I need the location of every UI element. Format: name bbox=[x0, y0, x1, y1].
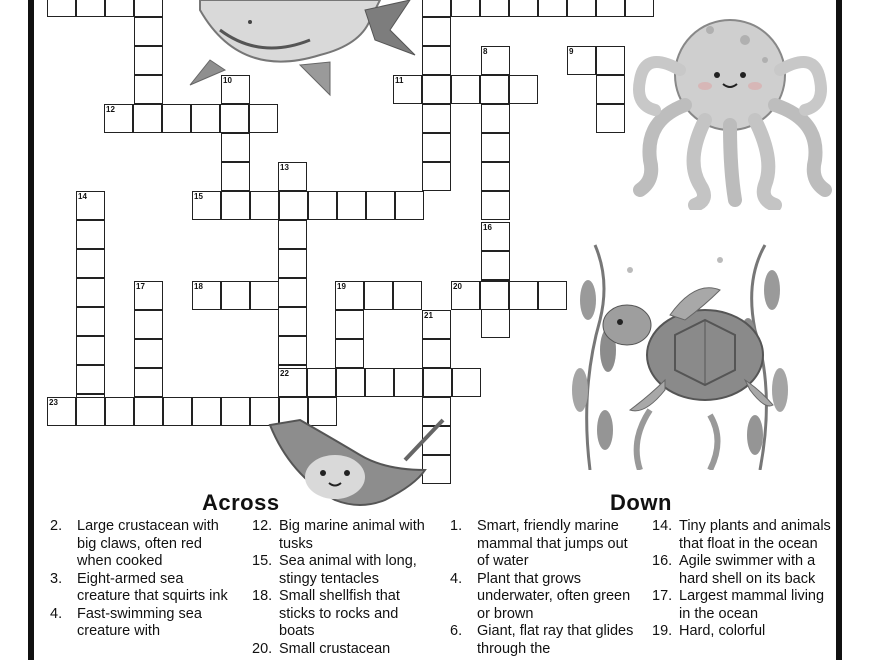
grid-cell[interactable] bbox=[451, 75, 480, 104]
grid-cell[interactable] bbox=[250, 281, 279, 310]
grid-cell[interactable] bbox=[249, 104, 278, 133]
grid-cell[interactable] bbox=[134, 17, 163, 46]
clue-text: Small crustacean bbox=[279, 640, 391, 657]
grid-number: 18 bbox=[194, 282, 203, 291]
grid-cell[interactable] bbox=[335, 339, 364, 368]
grid-cell[interactable] bbox=[134, 368, 163, 397]
grid-cell[interactable] bbox=[221, 191, 250, 220]
grid-cell[interactable] bbox=[76, 365, 105, 394]
grid-number: 15 bbox=[194, 192, 203, 201]
clue-number: 16. bbox=[652, 553, 673, 569]
grid-cell[interactable] bbox=[480, 281, 509, 310]
grid-cell[interactable] bbox=[422, 162, 451, 191]
grid-cell[interactable] bbox=[134, 310, 163, 339]
grid-cell[interactable] bbox=[278, 249, 307, 278]
grid-cell[interactable] bbox=[393, 281, 422, 310]
clue-text: Tiny plants and animals that float in the ocean bbox=[679, 518, 831, 552]
grid-cell[interactable] bbox=[364, 281, 393, 310]
grid-cell[interactable] bbox=[133, 104, 162, 133]
octopus-illustration bbox=[625, 10, 835, 210]
clue-number: 14. bbox=[652, 518, 673, 534]
clue-item bbox=[50, 518, 235, 571]
grid-cell[interactable] bbox=[47, 0, 76, 17]
grid-cell[interactable] bbox=[134, 339, 163, 368]
clue-item bbox=[252, 588, 437, 641]
grid-number: 20 bbox=[453, 282, 462, 291]
grid-cell[interactable] bbox=[307, 368, 336, 397]
clue-item bbox=[652, 623, 832, 641]
grid-cell[interactable] bbox=[134, 397, 163, 426]
grid-cell[interactable] bbox=[422, 104, 451, 133]
grid-cell[interactable] bbox=[134, 46, 163, 75]
grid-cell[interactable] bbox=[278, 278, 307, 307]
grid-number: 10 bbox=[223, 76, 232, 85]
sea-turtle-illustration bbox=[595, 280, 775, 420]
grid-number: 17 bbox=[136, 282, 145, 291]
down-clues-column-2 bbox=[652, 518, 832, 641]
clue-text: Sea animal with long, stingy tentacles bbox=[279, 553, 417, 587]
clue-text: Smart, friendly marine mammal that jumps out of water bbox=[477, 518, 628, 569]
grid-cell[interactable] bbox=[221, 162, 250, 191]
grid-cell[interactable] bbox=[76, 397, 105, 426]
grid-cell[interactable] bbox=[308, 191, 337, 220]
clue-number: 1. bbox=[450, 518, 463, 534]
grid-cell[interactable] bbox=[221, 397, 250, 426]
grid-cell[interactable] bbox=[509, 281, 538, 310]
grid-cell[interactable] bbox=[163, 397, 192, 426]
grid-cell[interactable] bbox=[395, 191, 424, 220]
clue-item bbox=[652, 553, 832, 588]
stingray-illustration bbox=[265, 415, 445, 515]
across-heading: Across bbox=[202, 490, 280, 515]
down-clues-column-1 bbox=[450, 518, 635, 658]
grid-cell[interactable] bbox=[394, 368, 423, 397]
clue-item bbox=[652, 588, 832, 623]
grid-number: 9 bbox=[569, 47, 574, 56]
clue-number: 18. bbox=[252, 588, 273, 604]
grid-cell[interactable] bbox=[481, 251, 510, 280]
grid-number: 11 bbox=[395, 76, 404, 85]
clue-item bbox=[652, 518, 832, 553]
grid-cell[interactable] bbox=[278, 336, 307, 365]
grid-cell[interactable] bbox=[480, 75, 509, 104]
grid-cell[interactable] bbox=[596, 104, 625, 133]
grid-cell[interactable] bbox=[596, 0, 625, 17]
across-clues-column-1 bbox=[50, 518, 235, 641]
grid-cell[interactable] bbox=[365, 368, 394, 397]
grid-cell[interactable] bbox=[481, 162, 510, 191]
grid-number: 19 bbox=[337, 282, 346, 291]
grid-cell[interactable] bbox=[451, 0, 480, 17]
grid-cell[interactable] bbox=[76, 307, 105, 336]
grid-number: 22 bbox=[280, 369, 289, 378]
grid-cell[interactable] bbox=[336, 368, 365, 397]
grid-cell[interactable] bbox=[278, 220, 307, 249]
grid-cell[interactable] bbox=[422, 339, 451, 368]
clue-item bbox=[450, 518, 635, 571]
clue-text: Small shellfish that sticks to rocks and boats bbox=[279, 588, 400, 639]
grid-cell[interactable] bbox=[452, 368, 481, 397]
clue-number: 12. bbox=[252, 518, 273, 534]
grid-cell[interactable] bbox=[509, 0, 538, 17]
clue-text: Large crustacean with big claws, often red when cooked bbox=[77, 518, 219, 569]
grid-cell[interactable] bbox=[105, 0, 134, 17]
clue-number: 4. bbox=[450, 570, 463, 587]
grid-cell[interactable] bbox=[422, 133, 451, 162]
clue-item bbox=[252, 641, 437, 659]
clue-item bbox=[450, 623, 635, 658]
clue-item bbox=[50, 571, 235, 606]
clue-text: Eight-armed sea creature that squirts ink bbox=[77, 570, 228, 604]
grid-cell[interactable] bbox=[105, 397, 134, 426]
clue-item bbox=[450, 571, 635, 624]
grid-cell[interactable] bbox=[422, 17, 451, 46]
clue-number: 3. bbox=[50, 570, 63, 587]
clue-text: Fast-swimming sea creature with bbox=[77, 605, 202, 639]
grid-cell[interactable] bbox=[596, 46, 625, 75]
grid-cell[interactable] bbox=[76, 336, 105, 365]
clue-item bbox=[252, 553, 437, 588]
grid-cell[interactable] bbox=[250, 191, 279, 220]
grid-number: 8 bbox=[483, 47, 488, 56]
grid-cell[interactable] bbox=[538, 0, 567, 17]
grid-cell[interactable] bbox=[76, 0, 105, 17]
grid-cell[interactable] bbox=[481, 191, 510, 220]
grid-cell[interactable] bbox=[481, 309, 510, 338]
grid-number: 12 bbox=[106, 105, 115, 114]
clue-number: 15. bbox=[252, 553, 273, 569]
clue-text: Largest mammal living in the ocean bbox=[679, 588, 825, 622]
grid-cell[interactable] bbox=[509, 75, 538, 104]
grid-cell[interactable] bbox=[220, 104, 249, 133]
clue-number: 20. bbox=[252, 640, 273, 657]
grid-cell[interactable] bbox=[422, 0, 451, 17]
grid-number: 21 bbox=[424, 311, 433, 320]
clue-number: 2. bbox=[50, 518, 63, 534]
shark-illustration bbox=[180, 0, 420, 100]
grid-number: 14 bbox=[78, 192, 87, 201]
grid-cell[interactable] bbox=[481, 133, 510, 162]
grid-cell[interactable] bbox=[422, 46, 451, 75]
clue-text: Giant, flat ray that glides through the bbox=[477, 623, 634, 657]
grid-cell[interactable] bbox=[596, 75, 625, 104]
grid-number: 16 bbox=[483, 223, 492, 232]
grid-number: 23 bbox=[49, 398, 58, 407]
grid-cell[interactable] bbox=[279, 191, 308, 220]
clue-text: Plant that grows underwater, often green or brown bbox=[477, 570, 631, 622]
grid-cell[interactable] bbox=[480, 0, 509, 17]
grid-cell[interactable] bbox=[192, 397, 221, 426]
grid-cell[interactable] bbox=[134, 75, 163, 104]
grid-cell[interactable] bbox=[76, 220, 105, 249]
grid-cell[interactable] bbox=[567, 0, 596, 17]
grid-cell[interactable] bbox=[278, 307, 307, 336]
grid-number: 13 bbox=[280, 163, 289, 172]
grid-cell[interactable] bbox=[221, 133, 250, 162]
grid-cell[interactable] bbox=[162, 104, 191, 133]
clue-item bbox=[50, 606, 235, 641]
grid-cell[interactable] bbox=[337, 191, 366, 220]
grid-cell[interactable] bbox=[366, 191, 395, 220]
grid-cell[interactable] bbox=[76, 249, 105, 278]
clue-number: 17. bbox=[652, 588, 673, 604]
grid-cell[interactable] bbox=[221, 281, 250, 310]
grid-cell[interactable] bbox=[134, 0, 163, 17]
clue-text: Agile swimmer with a hard shell on its back bbox=[679, 553, 816, 587]
across-clues-column-2 bbox=[252, 518, 437, 658]
clue-text: Hard, colorful bbox=[679, 623, 766, 639]
clue-text: Big marine animal with tusks bbox=[279, 518, 425, 552]
grid-cell[interactable] bbox=[76, 278, 105, 307]
grid-cell[interactable] bbox=[481, 104, 510, 133]
grid-cell[interactable] bbox=[191, 104, 220, 133]
grid-cell[interactable] bbox=[423, 368, 452, 397]
down-heading: Down bbox=[610, 490, 672, 515]
grid-cell[interactable] bbox=[335, 310, 364, 339]
clue-number: 4. bbox=[50, 605, 63, 622]
clue-number: 19. bbox=[652, 623, 673, 639]
grid-cell[interactable] bbox=[422, 75, 451, 104]
clue-item bbox=[252, 518, 437, 553]
clue-number: 6. bbox=[450, 623, 463, 639]
